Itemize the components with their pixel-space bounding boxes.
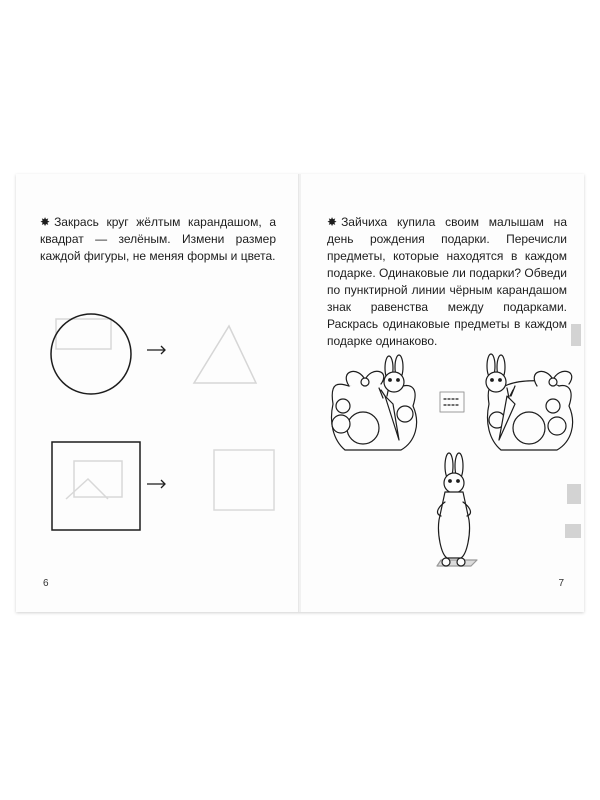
- circle-shape-icon: [51, 314, 131, 394]
- small-ball-icon: [546, 399, 560, 413]
- equals-sign-icon: [440, 392, 464, 412]
- faint-lines: [66, 479, 108, 499]
- rabbit-icon: [486, 354, 506, 392]
- dress-icon: [438, 492, 469, 558]
- gift-bag-right: [486, 354, 573, 450]
- faint-rect: [74, 461, 122, 497]
- task-bullet-icon: ✸: [327, 215, 338, 229]
- right-page: [301, 174, 584, 612]
- dotted-triangle-icon: [194, 326, 256, 383]
- ball-icon: [347, 412, 379, 444]
- foot-icon: [442, 558, 450, 566]
- task-bullet-icon: ✸: [40, 215, 51, 229]
- gift-bag-left: [332, 355, 417, 450]
- rabbit-icon: [384, 355, 404, 392]
- gifts-illustration: [301, 174, 584, 612]
- arrow-right-icon: [147, 480, 165, 488]
- arrow-right-icon: [147, 346, 165, 354]
- bow-knot-icon: [549, 378, 557, 386]
- left-page: [16, 174, 299, 612]
- bow-knot-icon: [361, 378, 369, 386]
- left-task-text: Закрась круг жёлтым карандашом, а квадрат — зелёным. Измени размер каждой фигуры, не меняя формы и цвета.: [40, 215, 276, 263]
- foot-icon: [457, 558, 465, 566]
- apple-icon: [548, 417, 566, 435]
- small-ball-icon: [336, 399, 350, 413]
- page-number-right: 7: [558, 578, 564, 589]
- page-number-left: 6: [43, 578, 49, 589]
- shapes-exercise: [16, 174, 299, 612]
- berry-icon: [397, 406, 413, 422]
- open-workbook: [16, 174, 584, 612]
- dotted-square-icon: [214, 450, 274, 510]
- right-task-text: Зайчиха купила своим малышам на день рождения подарки. Перечисли предметы, которые находятся в каждом подарке. Одинаковые ли подарки? Обведи по пунктирной линии чёрным карандашом знак равенства между подарками. Раскрась одинаковые предметы в каждом подарке одинаково.: [327, 215, 567, 348]
- mother-rabbit-icon: [437, 453, 477, 566]
- ball-icon: [513, 412, 545, 444]
- apple-icon: [332, 415, 350, 433]
